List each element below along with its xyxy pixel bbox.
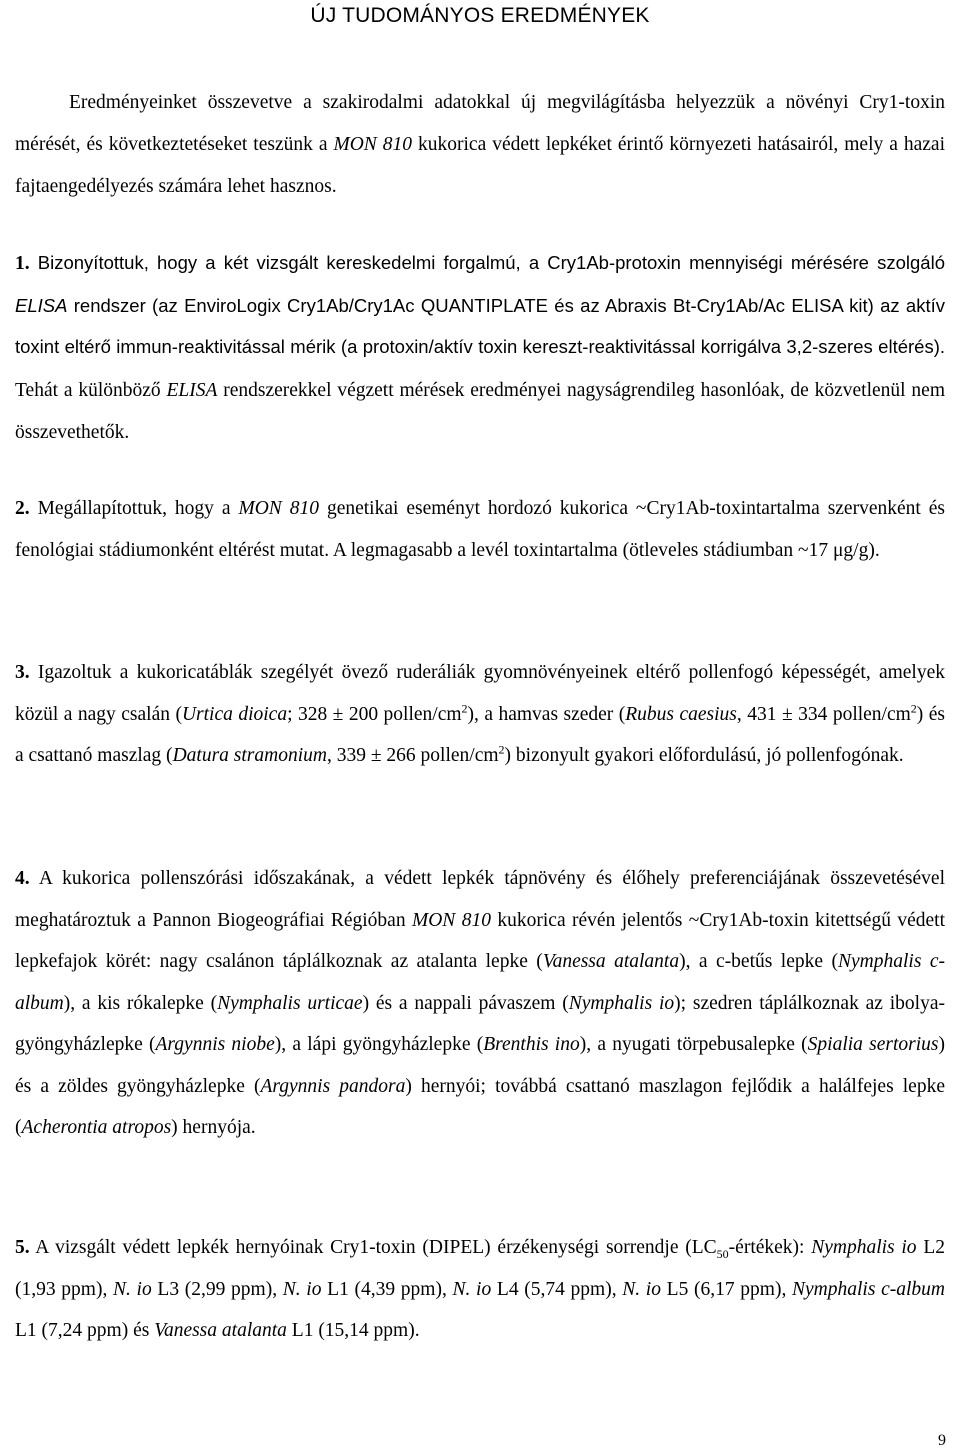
page-title: ÚJ TUDOMÁNYOS EREDMÉNYEK <box>310 4 650 27</box>
intro-mon810: MON 810 <box>333 134 413 155</box>
result-4-number: 4. <box>15 868 30 889</box>
result-4-text: A kukorica pollenszórási időszakának, a védett lepkék tápnövény és élőhely preferenciájának összevetésével meghatároztuk a Pannon Biogeográfiai Régióban <box>15 868 945 931</box>
result-4-text: ); szedren táplálkoznak az ibolya-gyöngyházlepke ( <box>15 992 945 1055</box>
result-3-text: ) bizonyult gyakori előfordulású, jó pollenfogónak. <box>504 745 904 766</box>
result-4 <box>15 858 945 1149</box>
species-name: N. io <box>113 1278 152 1300</box>
result-1-text: P <box>490 294 504 316</box>
result-3-text: , 339 ± 266 pollen/cm <box>326 745 499 766</box>
result-1-elisa: ELISA <box>166 379 218 401</box>
result-4-text: ), a lápi gyöngyházlepke ( <box>274 1034 484 1055</box>
result-5-smallcaps: IPEL <box>443 1237 485 1258</box>
species-name: Nymphalis io <box>568 992 675 1014</box>
result-4-text: ) hernyója. <box>171 1117 256 1138</box>
result-3-text: ), a hamvas szeder ( <box>467 703 626 725</box>
result-5-text: L4 (5,74 ppm), <box>491 1278 623 1300</box>
result-3-text: ; 328 ± 200 pollen/cm <box>287 703 462 725</box>
result-3 <box>15 652 945 777</box>
page-number: 9 <box>938 1432 946 1449</box>
result-1-elisa: ELISA <box>15 294 68 316</box>
result-1-number: 1. <box>15 253 30 274</box>
result-5-text: -értékek): <box>728 1237 812 1258</box>
species-name: Argynnis niobe <box>155 1034 275 1055</box>
result-5-text: L1 (7,24 ppm) és <box>15 1320 155 1341</box>
species-name: Vanessa atalanta <box>154 1320 287 1341</box>
superscript: 2 <box>498 742 505 757</box>
species-name: Urtica dioica <box>181 703 288 725</box>
species-name: N. io <box>622 1278 661 1300</box>
result-1-text: rendszerekkel végzett mérések eredményei nagyságrendileg hasonlóak, de közvetlenül nem összevethetők. <box>15 379 945 443</box>
species-name: Nymphalis c-album <box>15 951 946 1014</box>
result-2 <box>15 488 945 571</box>
result-2-number: 2. <box>15 498 30 519</box>
result-5-text: L5 (6,17 ppm), <box>660 1278 792 1300</box>
species-name: Spialia sertorius <box>807 1034 939 1055</box>
result-4-text: ), a c-betűs lepke ( <box>679 951 838 972</box>
result-1-text: és az Abraxis Bt-Cry1Ab/Ac ELISA kit) az aktív toxint eltérő immun-reaktivitással mérik (a protoxin/aktív toxin kereszt-reaktivitással korrigálva 3,2-szeres eltérés). <box>15 294 945 357</box>
species-name: Rubus caesius <box>625 703 737 725</box>
species-name: Acherontia atropos <box>21 1117 172 1138</box>
result-1-text: Tehát a különböző <box>15 379 167 401</box>
result-5-text: A vizsgált védett lepkék hernyóinak Cry1-toxin (D <box>29 1237 443 1258</box>
species-name: Nymphalis c-album <box>792 1278 945 1300</box>
superscript: 2 <box>461 701 468 715</box>
result-5-text: L3 (2,99 ppm), <box>151 1278 283 1300</box>
species-name: Datura stramonium <box>172 745 327 766</box>
result-3-number: 3. <box>15 662 30 683</box>
result-4-mon810: MON 810 <box>411 909 491 931</box>
species-name: Vanessa atalanta <box>542 951 680 972</box>
subscript: 50 <box>716 1246 729 1261</box>
species-name: Nymphalis io <box>811 1237 917 1258</box>
result-1-text: Bizonyítottuk, hogy a két vizsgált kereskedelmi forgalmú, a Cry1Ab-protoxin mennyiségi mérésére szolgáló <box>29 252 945 273</box>
result-5-text: L2 (1,93 ppm), <box>15 1237 945 1300</box>
result-2-text: genetikai eseményt hordozó kukorica ~Cry1Ab-toxintartalma szervenként és fenológiai stádiumonként eltérést mutat. A legmagasabb a levél toxintartalma (ötleveles stádiumban ~17 μg/g). <box>15 498 945 561</box>
result-5-text: L1 (4,39 ppm), <box>321 1278 453 1300</box>
result-5-text: ) érzékenységi sorrendje (LC <box>484 1237 717 1258</box>
result-3-text: ) és a csattanó maszlag ( <box>15 703 945 766</box>
result-3-text: , 431 ± 334 pollen/cm <box>736 703 911 725</box>
result-3-text: Igazoltuk a kukoricatáblák szegélyét övező ruderáliák gyomnövényeinek eltérő pollenfogó képességét, amelyek közül a nagy csalán ( <box>15 662 945 725</box>
intro-paragraph <box>15 82 945 208</box>
result-5-text: L1 (15,14 ppm). <box>286 1320 420 1341</box>
result-2-text: Megállapítottuk, hogy a <box>29 498 239 519</box>
intro-text-end: kukorica védett lepkéket érintő környezeti hatásairól, mely a hazai fajtaengedélyezés számára lehet hasznos. <box>15 134 945 197</box>
result-4-text: ), a nyugati törpebusalepke ( <box>579 1034 808 1055</box>
result-4-text: ), a kis rókalepke ( <box>63 992 218 1014</box>
result-4-text: ) és a nappali pávaszem ( <box>362 992 569 1014</box>
result-1 <box>15 242 945 454</box>
species-name: N. io <box>452 1278 492 1300</box>
intro-text: Eredményeinket összevetve a szakirodalmi adatokkal új megvilágításba helyezzük a növényi Cry1-toxin mérését, és következtetéseket teszünk a <box>15 92 945 155</box>
result-1-smallcaps: UANTI <box>435 294 491 316</box>
species-name: N. io <box>282 1278 322 1300</box>
result-5 <box>15 1227 945 1352</box>
result-4-text: kukorica révén jelentős ~Cry1Ab-toxin kitettségű védett lepkefajok körét: nagy csalánon táplálkoznak az atalanta lepke ( <box>15 909 946 972</box>
species-name: Nymphalis urticae <box>217 992 363 1014</box>
result-2-mon810: MON 810 <box>238 498 319 519</box>
result-4-text: ) hernyói; továbbá csattanó maszlagon fejlődik a halálfejes lepke ( <box>15 1075 945 1138</box>
species-name: Brenthis ino <box>483 1034 580 1055</box>
superscript: 2 <box>910 701 917 715</box>
result-1-smallcaps: LATE <box>503 294 548 316</box>
species-name: Argynnis pandora <box>260 1075 406 1097</box>
result-1-text: rendszer (az EnviroLogix Cry1Ab/Cry1Ac Q <box>67 294 436 316</box>
result-5-number: 5. <box>15 1237 30 1258</box>
result-4-text: ) és a zöldes gyöngyházlepke ( <box>15 1034 945 1097</box>
